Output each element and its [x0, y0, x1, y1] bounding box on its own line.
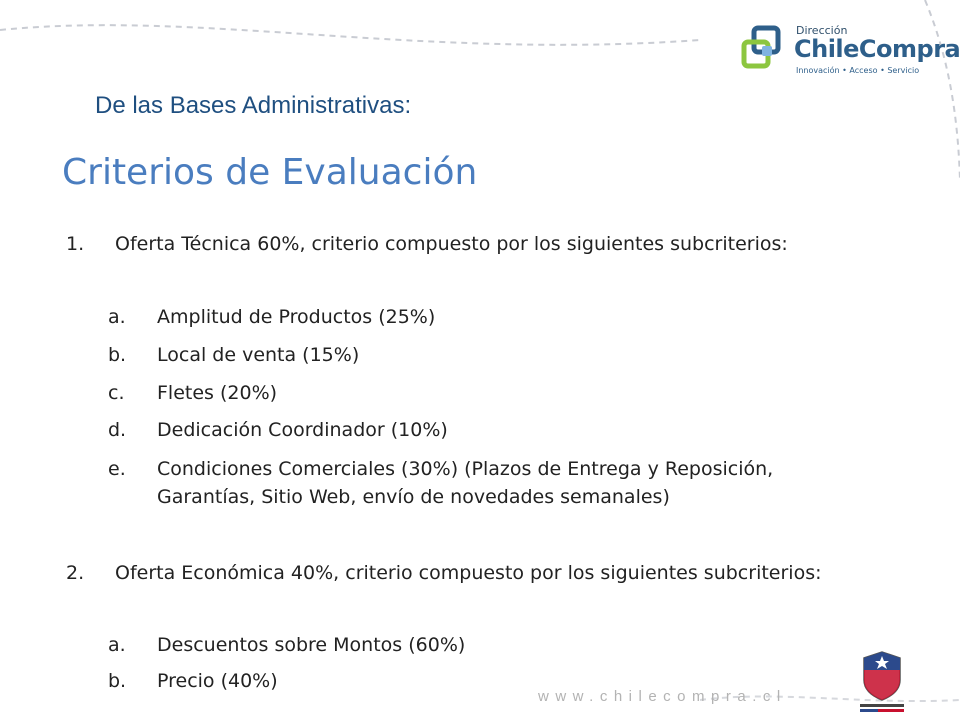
logo-direccion-text: Dirección	[796, 24, 848, 37]
chilecompra-logo-icon	[738, 24, 790, 76]
subcriterion-marker: e.	[108, 458, 126, 480]
subcriterion-marker: a.	[108, 306, 126, 328]
criterion-marker: 2.	[66, 562, 85, 584]
subcriterion-marker: b.	[108, 344, 127, 366]
logo-main-text: ChileCompra	[794, 35, 960, 63]
subcriterion-marker: d.	[108, 419, 127, 441]
subcriterion-text: Dedicación Coordinador (10%)	[157, 419, 448, 441]
footer-website-url: www.chilecompra.cl	[538, 688, 787, 705]
chilecompra-logo	[738, 22, 960, 82]
subcriterion-text: Fletes (20%)	[157, 382, 278, 404]
criterion-text: Oferta Técnica 60%, criterio compuesto por los siguientes subcriterios:	[115, 233, 788, 255]
subcriterion-marker: c.	[108, 382, 125, 404]
slide-title: Criterios de Evaluación	[62, 152, 478, 193]
subcriterion-text: Precio (40%)	[157, 670, 278, 692]
subcriterion-text: Amplitud de Productos (25%)	[157, 306, 436, 328]
subcriterion-marker: a.	[108, 634, 126, 656]
logo-tagline: Innovación • Acceso • Servicio	[796, 66, 920, 75]
subcriterion-marker: b.	[108, 670, 127, 692]
subcriterion-text: Descuentos sobre Montos (60%)	[157, 634, 466, 656]
subcriterion-text: Local de venta (15%)	[157, 344, 360, 366]
gobierno-de-chile-seal-icon	[852, 650, 912, 716]
criterion-marker: 1.	[66, 233, 85, 255]
subcriterion-text: Condiciones Comerciales (30%) (Plazos de Entrega y Reposición, Garantías, Sitio Web, envío de novedades semanales)	[157, 458, 774, 508]
slide-subtitle: De las Bases Administrativas:	[95, 92, 412, 119]
criterion-text: Oferta Económica 40%, criterio compuesto por los siguientes subcriterios:	[115, 562, 822, 584]
